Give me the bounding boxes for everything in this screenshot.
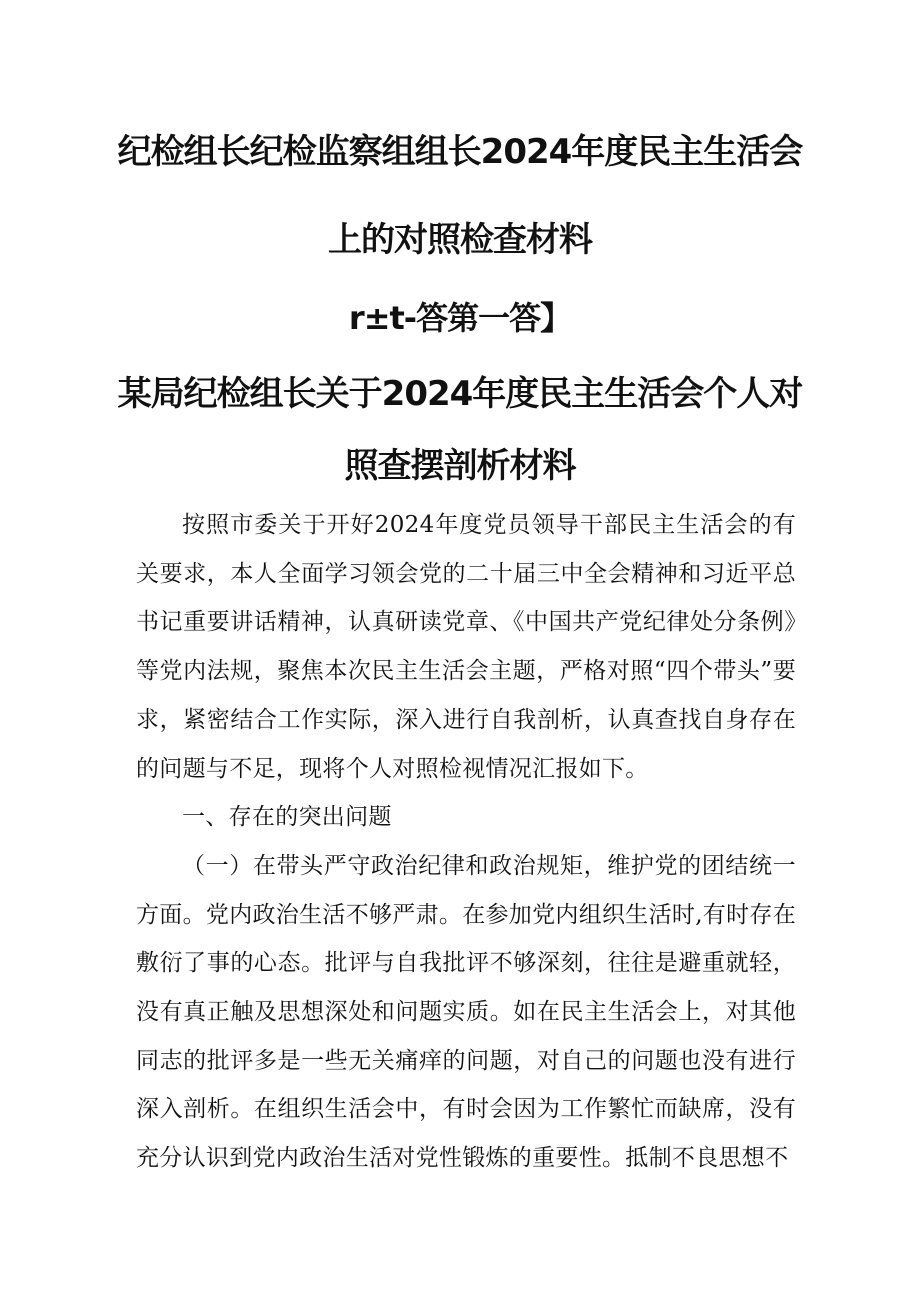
document-body [136, 501, 796, 1183]
point-1-paragraph: （一）在带头严守政治纪律和政治规矩，维护党的团结统一方面。党内政治生活不够严肃。在参加党内组织生活时,有时存在敷衍了事的心态。批评与自我批评不够深刻，往往是避重就轻，没有真正触及思想深处和问题实质。如在民主生活会上，对其他同志的批评多是一些无关痛痒的问题，对自己的问题也没有进行深入剖析。在组织生活会中，有时会因为工作繁忙而缺席，没有充分认识到党内政治生活对党性锻炼的重要性。抵制不良思想不 [136, 852, 797, 1172]
title-line-2: 上的对照检查材料 [328, 220, 592, 260]
section-heading: 一、存在的突出问题 [182, 804, 392, 831]
document-title-line-2: 照查摆剖析材料 [344, 446, 576, 486]
title-line-1: 纪检组长纪检监察组组长2024年度民主生活会 [117, 132, 803, 172]
subtitle: r±t-答第一答】 [348, 299, 572, 337]
document-title-line-1: 某局纪检组长关于2024年度民主生活会个人对 [117, 374, 803, 414]
intro-paragraph: 按照市委关于开好2024年度党员领导干部民主生活会的有关要求，本人全面学习领会党的二十届三中全会精神和习近平总书记重要讲话精神，认真研读党章、《中国共产党纪律处分条例》等党内法规，聚焦本次民主生活会主题，严格对照“四个带头”要求，紧密结合工作实际，深入进行自我剖析，认真查找自身存在的问题与不足，现将个人对照检视情况汇报如下。 [136, 512, 796, 782]
